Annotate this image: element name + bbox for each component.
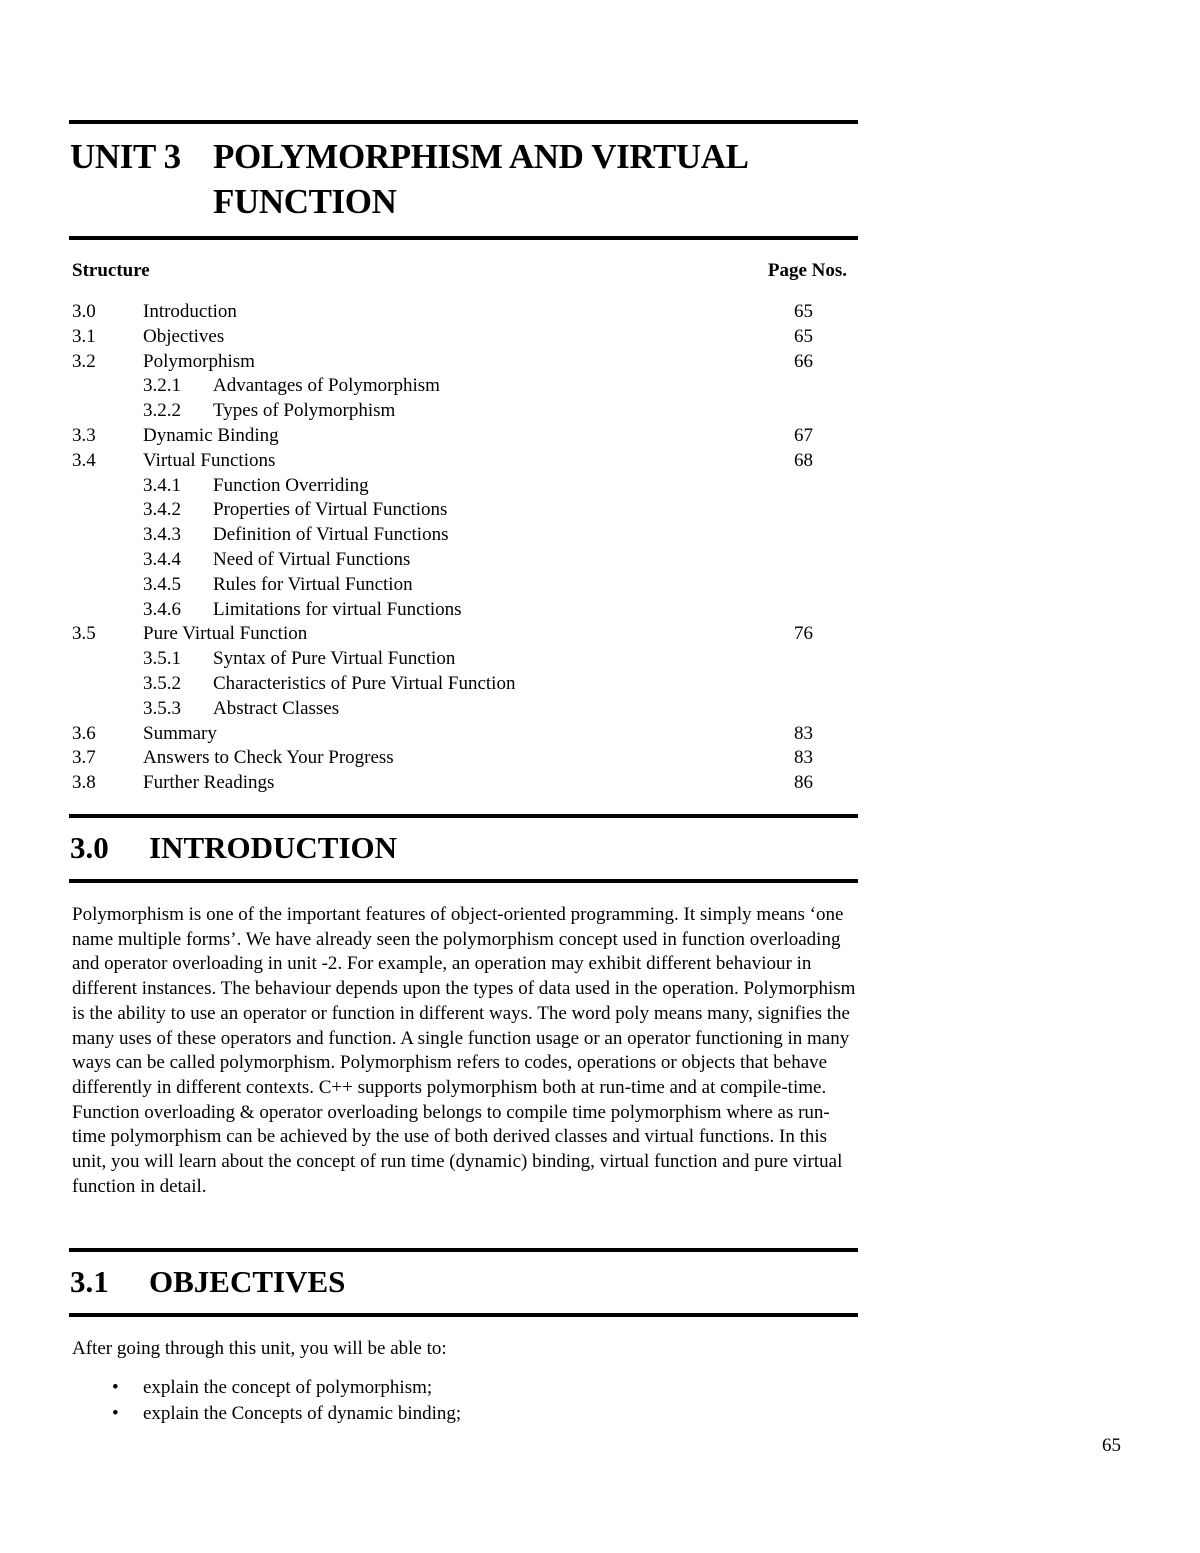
toc-entry-page: 83 xyxy=(794,747,813,769)
toc-entry-number: 3.0 xyxy=(72,301,96,322)
toc-entry xyxy=(72,523,832,548)
section-title: INTRODUCTION xyxy=(149,830,398,865)
toc-entry-page: 65 xyxy=(794,301,813,322)
structure-label: Structure xyxy=(72,260,150,281)
section-number: 3.1 xyxy=(70,1264,109,1299)
toc-entry-title: Further Readings xyxy=(143,772,275,794)
toc-entry-page: 68 xyxy=(794,449,813,471)
toc-entry-number: 3.5.3 xyxy=(143,697,181,719)
toc-entry-title: Virtual Functions xyxy=(143,449,276,471)
toc-entry-number: 3.2.2 xyxy=(143,400,181,422)
toc-entry xyxy=(72,399,832,424)
unit-number: UNIT 3 xyxy=(70,137,181,176)
toc-entry-title: Abstract Classes xyxy=(213,697,340,719)
page-number: 65 xyxy=(1102,1435,1121,1456)
page-nos-label: Page Nos. xyxy=(767,260,847,281)
toc-entry xyxy=(72,573,832,598)
toc-entry xyxy=(72,697,832,722)
top-rule xyxy=(69,120,858,124)
toc-entry-title: Syntax of Pure Virtual Function xyxy=(213,648,456,670)
section-number: 3.0 xyxy=(70,830,109,865)
toc-entry-number: 3.4.2 xyxy=(143,499,181,521)
toc-bottom-rule xyxy=(69,814,858,818)
toc-entry-title: Properties of Virtual Functions xyxy=(213,499,448,521)
toc-entry-title: Definition of Virtual Functions xyxy=(213,524,449,546)
toc-entry xyxy=(72,474,832,499)
toc-entry-number: 3.2 xyxy=(72,350,96,372)
toc-entry-number: 3.8 xyxy=(72,772,96,794)
toc-entry-title: Summary xyxy=(143,722,217,744)
toc-entry-page: 86 xyxy=(794,772,813,794)
toc-entry-title: Advantages of Polymorphism xyxy=(213,375,440,397)
objective-item xyxy=(72,1375,461,1401)
toc-entry xyxy=(72,424,832,449)
toc-entry-number: 3.4.6 xyxy=(143,598,181,620)
toc-entry-title: Pure Virtual Function xyxy=(143,623,308,645)
objective-text: explain the Concepts of dynamic binding; xyxy=(143,1403,462,1424)
toc-entry xyxy=(72,350,832,375)
unit-title xyxy=(70,134,749,224)
toc-entry-title: Introduction xyxy=(143,301,237,322)
title-bottom-rule xyxy=(69,236,858,240)
toc-entry-number: 3.5 xyxy=(72,623,96,645)
toc-entry-title: Polymorphism xyxy=(143,350,255,372)
toc-entry xyxy=(72,722,832,747)
toc-entry-number: 3.4.3 xyxy=(143,524,181,546)
toc-entry-title: Function Overriding xyxy=(213,474,369,496)
toc-entry-number: 3.4.5 xyxy=(143,573,181,595)
section-title: OBJECTIVES xyxy=(149,1264,346,1299)
toc-entry-page: 66 xyxy=(794,350,813,372)
toc-entry-number: 3.6 xyxy=(72,722,96,744)
toc-entry-number: 3.5.1 xyxy=(143,648,181,670)
toc-entry-number: 3.3 xyxy=(72,424,96,446)
toc-entry-number: 3.4.4 xyxy=(143,548,181,570)
toc-entry-title: Limitations for virtual Functions xyxy=(213,598,462,620)
toc-entry-number: 3.4.1 xyxy=(143,474,181,496)
toc-entry-number: 3.7 xyxy=(72,747,96,769)
structure-header xyxy=(72,259,847,283)
toc-entry-page: 67 xyxy=(794,424,813,446)
section-heading-objectives xyxy=(70,1262,345,1302)
toc-entry-title: Answers to Check Your Progress xyxy=(143,747,394,769)
toc-entry-number: 3.2.1 xyxy=(143,375,181,397)
toc-entry xyxy=(72,449,832,474)
toc-entry-page: 83 xyxy=(794,722,813,744)
objectives-top-rule xyxy=(69,1248,858,1252)
toc-entry-number: 3.4 xyxy=(72,449,96,471)
toc-entry xyxy=(72,300,832,325)
objectives-heading-rule xyxy=(69,1313,858,1317)
toc-entry xyxy=(72,647,832,672)
toc-entry-title: Characteristics of Pure Virtual Function xyxy=(213,672,516,694)
toc-entry-page: 65 xyxy=(794,325,813,347)
objectives-intro: After going through this unit, you will be able to: xyxy=(72,1338,447,1359)
bullet-icon: • xyxy=(112,1403,119,1424)
toc-entry xyxy=(72,622,832,647)
toc-entry xyxy=(72,548,832,573)
unit-title-line2: FUNCTION xyxy=(213,182,397,221)
toc-entry-title: Dynamic Binding xyxy=(143,424,279,446)
intro-heading-rule xyxy=(69,879,858,883)
unit-title-line1: POLYMORPHISM AND VIRTUAL xyxy=(213,137,749,176)
toc-entry-number: 3.5.2 xyxy=(143,672,181,694)
objectives-list xyxy=(72,1375,461,1427)
introduction-paragraph: Polymorphism is one of the important features of object-oriented programming. It simply means ‘one name multiple forms’. We have already seen the polymorphism concept used in function overloading and operator overloading in unit -2. For example, an operation may exhibit different behaviour in different instances. The behaviour depends upon the types of data used in the operation. Polymorphism is the ability to use an operator or function in different ways. The word poly means many, signifies the many uses of these operators and function. A single function usage or an operator functioning in many ways can be called polymorphism. Polymorphism refers to codes, operations or objects that behave differently in different contexts. C++ supports polymorphism both at run-time and at compile-time. Function overloading & operator overloading belongs to compile time polymorphism where as run-time polymorphism can be achieved by the use of both derived classes and virtual functions. In this unit, you will learn about the concept of run time (dynamic) binding, virtual function and pure virtual function in detail. xyxy=(72,904,856,1197)
toc-entry xyxy=(72,325,832,350)
objective-text: explain the concept of polymorphism; xyxy=(143,1377,433,1398)
table-of-contents xyxy=(72,300,832,796)
toc-entry-number: 3.1 xyxy=(72,325,96,347)
objective-item xyxy=(72,1401,461,1427)
toc-entry xyxy=(72,498,832,523)
toc-entry-title: Rules for Virtual Function xyxy=(213,573,413,595)
toc-entry-title: Objectives xyxy=(143,325,225,347)
section-heading-introduction xyxy=(70,828,397,868)
toc-entry-title: Types of Polymorphism xyxy=(213,400,396,422)
toc-entry xyxy=(72,771,832,796)
toc-entry xyxy=(72,672,832,697)
toc-entry xyxy=(72,598,832,623)
toc-entry-page: 76 xyxy=(794,623,813,645)
toc-entry xyxy=(72,746,832,771)
bullet-icon: • xyxy=(112,1377,119,1398)
toc-entry xyxy=(72,374,832,399)
toc-entry-title: Need of Virtual Functions xyxy=(213,548,411,570)
